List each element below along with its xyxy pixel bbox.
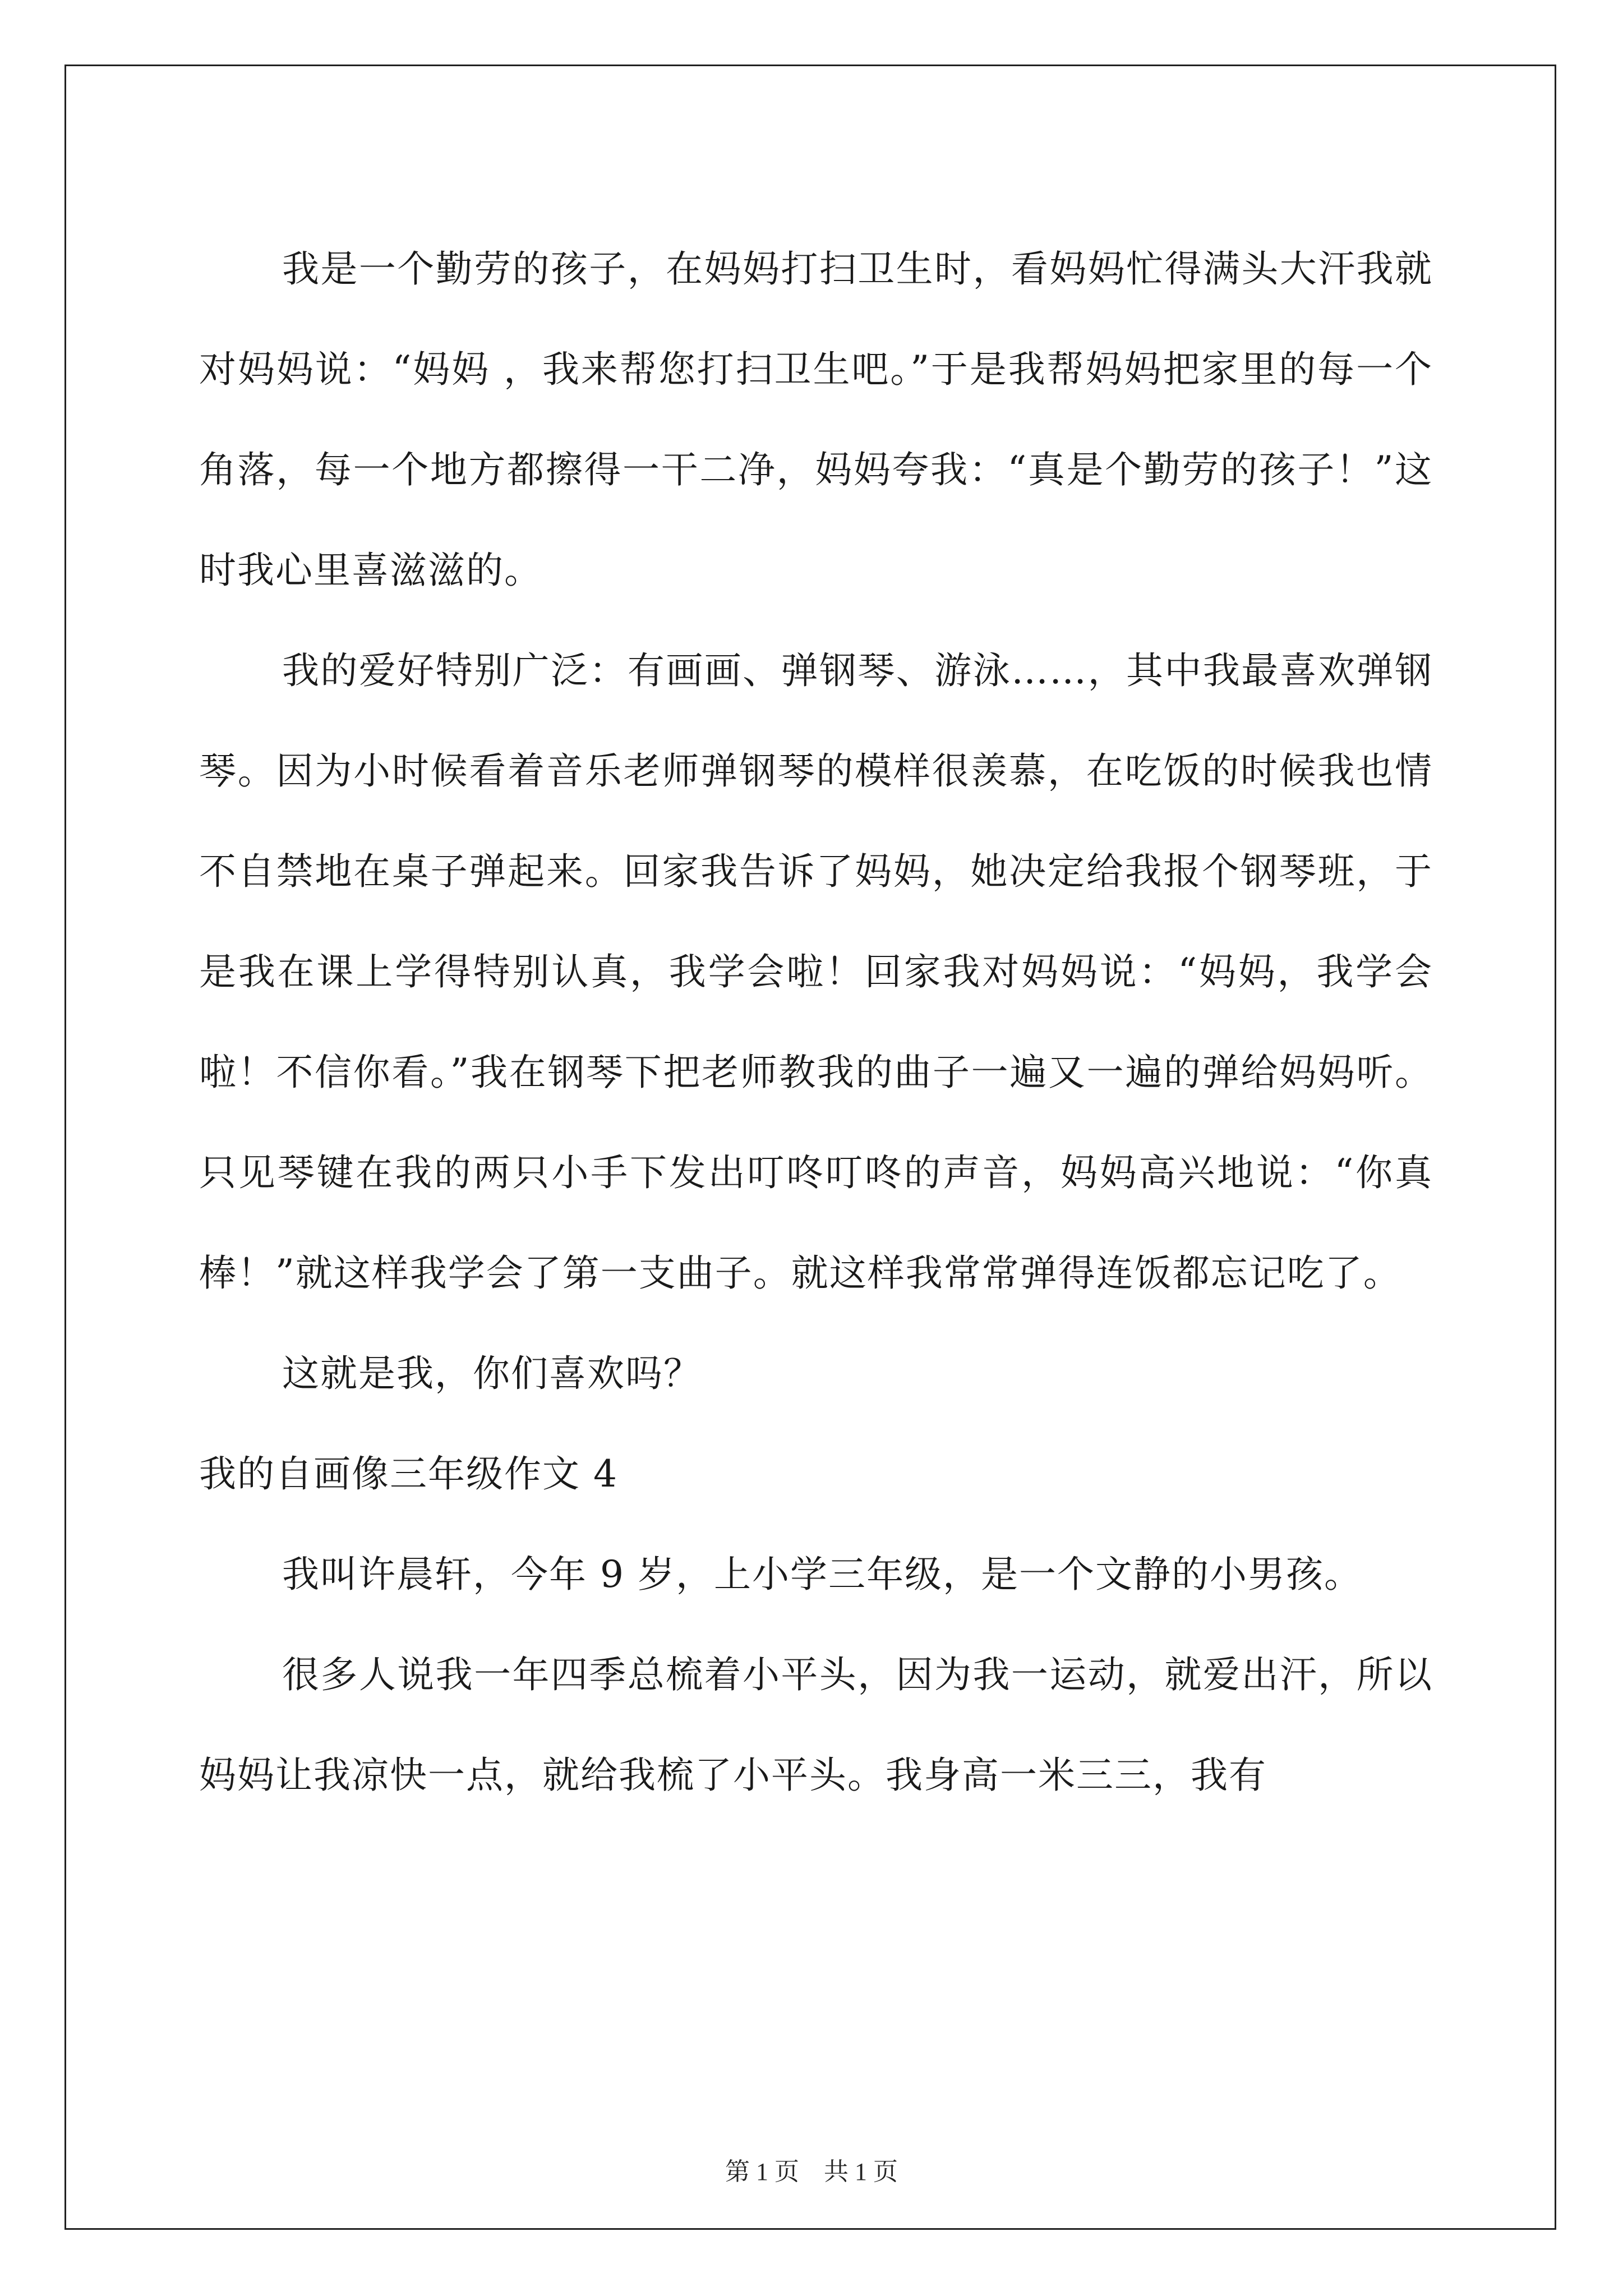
paragraph-intro: 我叫许晨轩，今年 9 岁，上小学三年级，是一个文静的小男孩。: [282, 1553, 1362, 1596]
paragraph-haircut: 很多人说我一年四季总梳着小平头，因为我一运动，就爱出汗，所以妈妈让我凉快一点，就给我梳了小平头。我身高一米三三，我有: [199, 1653, 1433, 1797]
paragraph-hobbies: 我的爱好特别广泛：有画画、弹钢琴、游泳……，其中我最喜欢弹钢琴。因为小时候看着音乐老师弹钢琴的模样很羡慕，在吃饭的时候我也情不自禁地在桌子弹起来。回家我告诉了妈妈，她决定给我报个钢琴班，于是我在课上学得特别认真，我学会啦！回家我对妈妈说：“妈妈，我学会啦！不信你看。”我在钢琴下把老师教我的曲子一遍又一遍的弹给妈妈听。只见琴键在我的两只小手下发出叮咚叮咚的声音，妈妈高兴地说：“你真棒！”就这样我学会了第一支曲子。就这样我常常弹得连饭都忘记吃了。: [199, 649, 1433, 1295]
essay-heading: 我的自画像三年级作文 4: [199, 1452, 618, 1496]
document-body: [199, 219, 1433, 1825]
paragraph-closing: 这就是我，你们喜欢吗？: [282, 1352, 702, 1395]
paragraph-hardworking: 我是一个勤劳的孩子，在妈妈打扫卫生时，看妈妈忙得满头大汗我就对妈妈说：“妈妈 ，我来帮您打扫卫生吧。”于是我帮妈妈把家里的每一个角落，每一个地方都擦得一干二净，妈妈夸我：“真是个勤劳的孩子！”这时我心里喜滋滋的。: [199, 247, 1433, 592]
page-footer: 第 1 页 共 1 页: [725, 2158, 898, 2185]
